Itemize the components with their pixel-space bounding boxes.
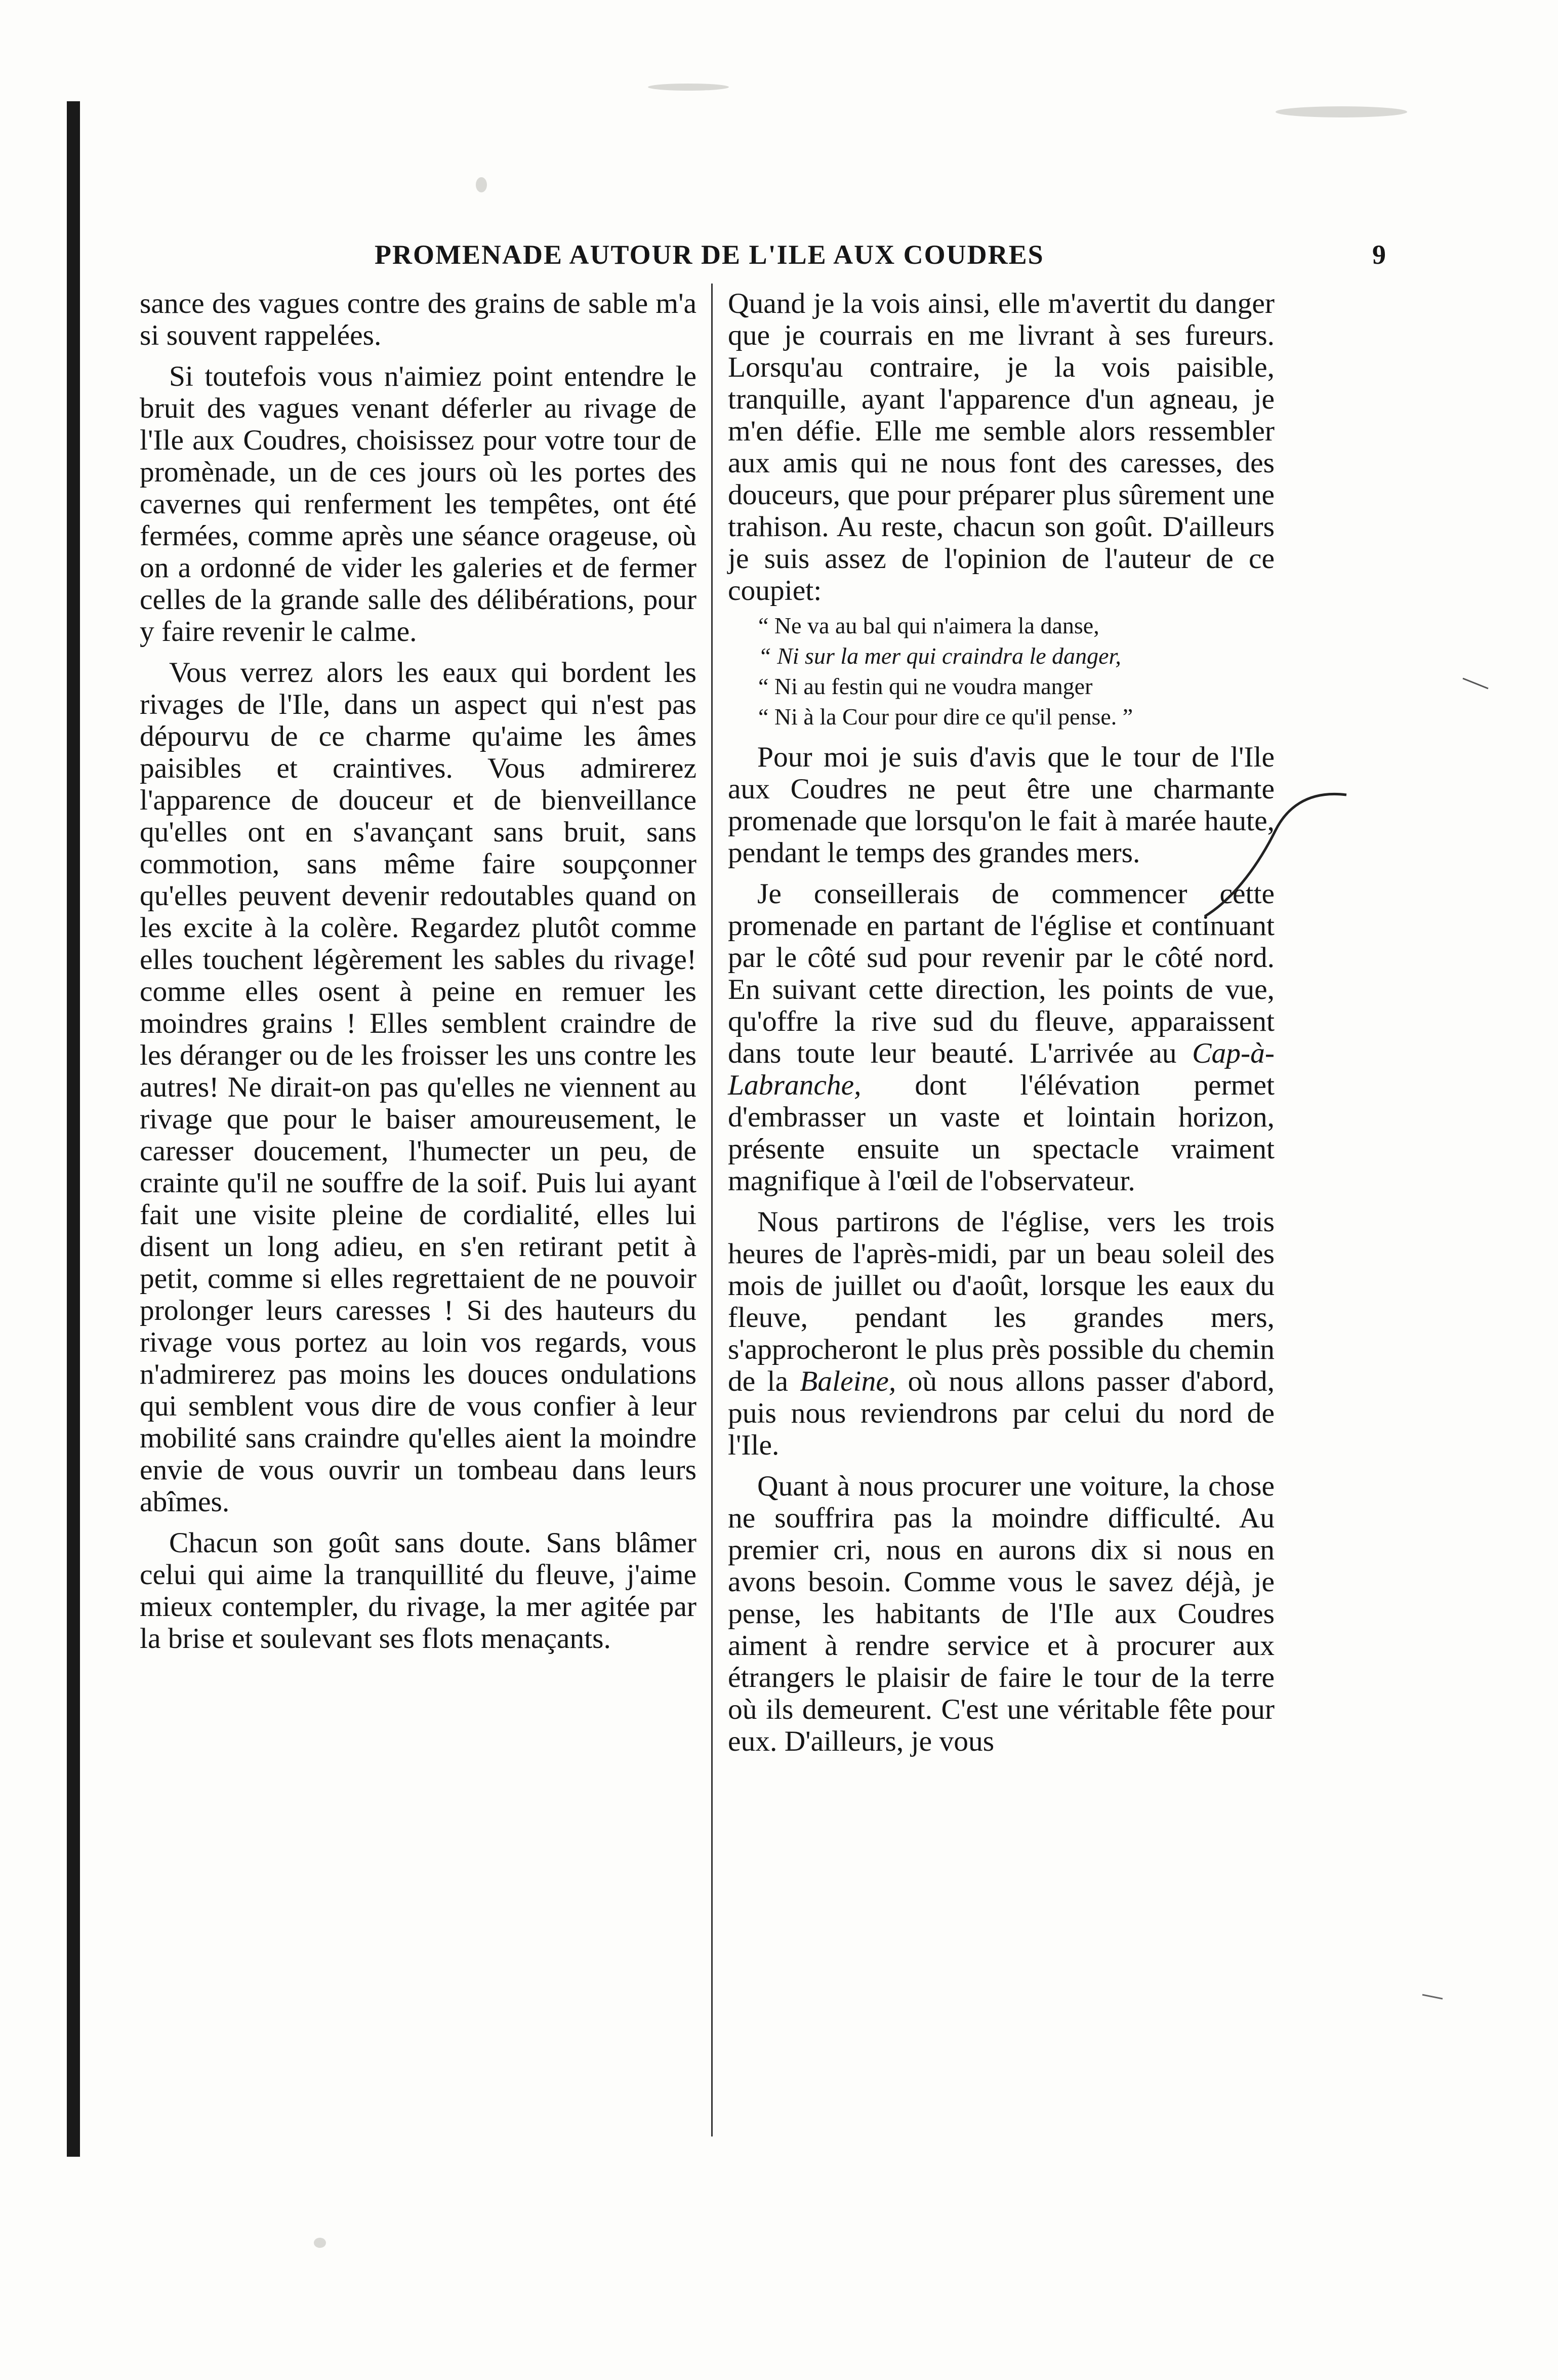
paragraph bbox=[728, 1206, 1275, 1461]
paragraph: Chacun son goût sans doute. Sans blâmer celui qui aime la tranquillité du fleuve, j'aime mieux contempler, du rivage, la mer agitée par la brise et soulevant ses flots menaçants. bbox=[140, 1527, 696, 1655]
text-run: Nous partirons de l'église, vers les trois heures de l'après-midi, par un beau soleil des mois de juillet ou d'août, lorsque les eaux du fleuve, pendant les grandes mers, s'approcheront le plus près possible du chemin de la bbox=[728, 1206, 1275, 1397]
scan-speck bbox=[314, 2238, 326, 2248]
scan-speck bbox=[476, 177, 487, 192]
paragraph: Si toutefois vous n'aimiez point entendre le bruit des vagues venant déferler au rivage de l'Ile aux Coudres, choisissez pour votre tour de promènade, un de ces jours où les portes des cavernes qui renferment les tempêtes, ont été fermées, comme après une séance orageuse, où on a ordonné de vider les galeries et de fermer celles de la grande salle des délibérations, pour y faire revenir le calme. bbox=[140, 360, 696, 648]
binding-shadow bbox=[67, 101, 80, 2157]
paragraph: Vous verrez alors les eaux qui bordent les rivages de l'Ile, dans un aspect qui n'est pas dépourvu de ce charme qu'aime les âmes paisibles et craintives. Vous admirerez l'apparence de douceur et de bienveillance qu'elles ont en s'avançant sans bruit, sans commotion, sans même faire soupçonner qu'elles peuvent devenir redoutables quand on les excite à la colère. Regardez plutôt comme elles touchent légèrement les sables du rivage! comme elles osent à peine en remuer les moindres grains ! Elles semblent craindre de les déranger ou de les froisser les uns contre les autres! Ne dirait-on pas qu'elles ne viennent au rivage que pour le baiser amoureusement, le caresser doucement, l'humecter un peu, de crainte qu'il ne souffre de la soif. Puis lui ayant fait une visite pleine de cordialité, elles lui disent un long adieu, en s'en retirant petit à petit, comme si elles regrettaient de ne pouvoir prolonger leurs caresses ! Si des hauteurs du rivage vous portez au loin vos regards, vous n'admirerez pas moins les douces ondulations qui semblent vous dire de vous confier à leur mobilité sans craindre qu'elles aient la moindre envie de vous ouvrir un tombeau dans leurs abîmes. bbox=[140, 657, 696, 1518]
column-divider bbox=[711, 284, 713, 2136]
paragraph: Quant à nous procurer une voiture, la chose ne souffrira pas la moindre difficulté. Au premier cri, nous en aurons dix si nous en avons besoin. Comme vous le savez déjà, je pense, les habitants de l'Ile aux Coudres aiment à rendre service et à procurer aux étrangers le plaisir de faire le tour de la terre où ils demeurent. C'est une véritable fête pour eux. D'ailleurs, je vous bbox=[728, 1470, 1275, 1757]
right-column bbox=[728, 288, 1275, 1757]
paragraph: Pour moi je suis d'avis que le tour de l'Ile aux Coudres ne peut être une charmante promenade que lorsqu'on le fait à marée haute, pendant le temps des grandes mers. bbox=[728, 741, 1275, 869]
scan-speck bbox=[648, 84, 729, 91]
paragraph: sance des vagues contre des grains de sable m'a si souvent rappelées. bbox=[140, 288, 696, 351]
verse-line: “ Ni à la Cour pour dire ce qu'il pense. ” bbox=[758, 704, 1133, 730]
verse-line-italic: “ Ni sur la mer qui craindra le danger, bbox=[758, 643, 1121, 669]
text-run: Je conseillerais de commencer cette promenade en partant de l'église et continuant par le côté sud pour revenir par le côté nord. En suivant cette direction, les points de vue, qu'offre la rive sud du fleuve, apparaissent dans toute leur beauté. L'arrivée au bbox=[728, 878, 1275, 1069]
left-column bbox=[140, 288, 696, 1655]
running-title: PROMENADE AUTOUR DE L'ILE AUX COUDRES bbox=[375, 239, 1044, 270]
paragraph bbox=[728, 878, 1275, 1197]
page-number: 9 bbox=[1372, 239, 1387, 270]
place-name: Cap-à-Labranche, bbox=[728, 1037, 1275, 1101]
running-header bbox=[142, 239, 1417, 274]
scan-speck bbox=[1276, 106, 1407, 117]
paragraph: Quand je la vois ainsi, elle m'avertit du danger que je courrais en me livrant à ses fureurs. Lorsqu'au contraire, je la vois paisible, tranquille, ayant l'apparence d'un agneau, je m'en défie. Elle me semble alors ressembler aux amis qui ne nous font des caresses, des douceurs, que pour préparer plus sûrement une trahison. Au reste, chacun son goût. D'ailleurs je suis assez de l'opinion de l'auteur de ce coupiet: bbox=[728, 288, 1275, 607]
text-run: où nous allons passer d'abord, puis nous reviendrons par celui du nord de l'Ile. bbox=[728, 1365, 1275, 1461]
verse-line bbox=[758, 641, 1275, 671]
verse-line: “ Ne va au bal qui n'aimera la danse, bbox=[758, 613, 1099, 638]
text-run: dont l'élévation permet d'embrasser un vaste et lointain horizon, présente ensuite un spectacle vraiment magnifique à l'œil de l'observateur. bbox=[728, 1069, 1275, 1197]
quoted-verse bbox=[758, 611, 1275, 732]
verse-line: “ Ni au festin qui ne voudra manger bbox=[758, 673, 1093, 699]
place-name: Baleine, bbox=[800, 1365, 896, 1397]
